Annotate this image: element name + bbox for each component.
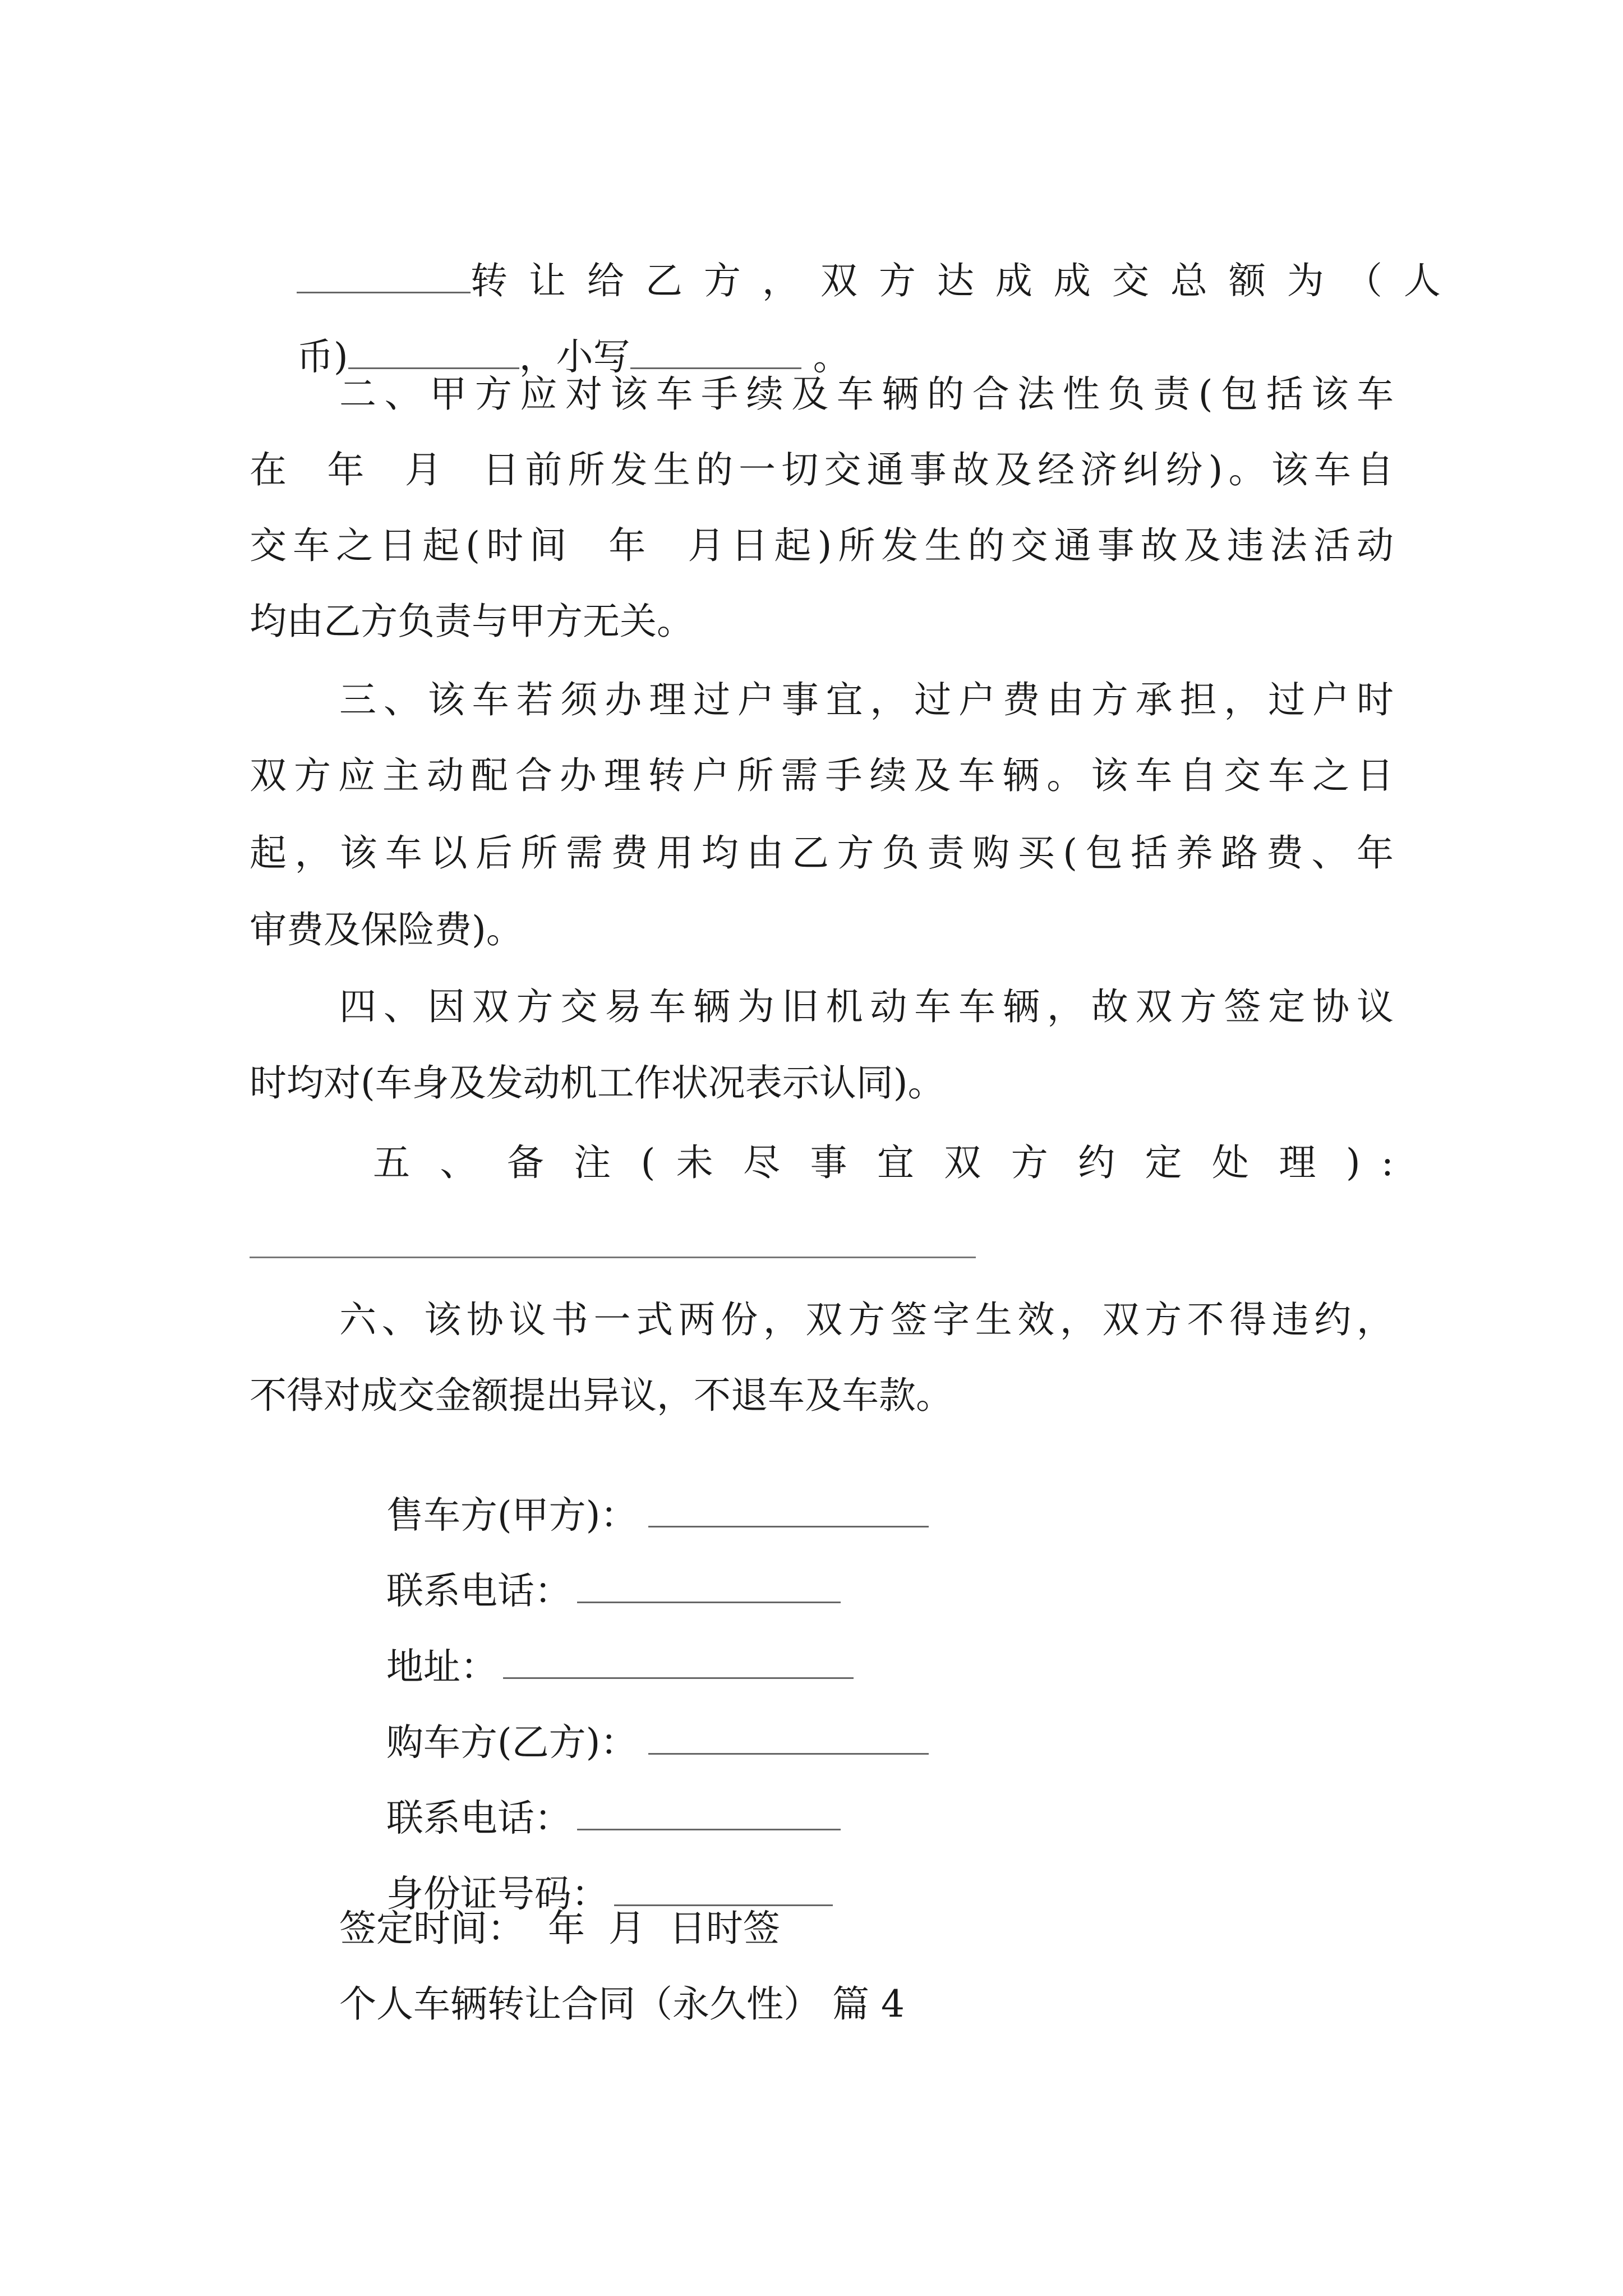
paragraph-6-line-1: 六、该协议书一式两份，双方签字生效，双方不得违约， (339, 1298, 1394, 1341)
paragraph-1-text-2c: 。 (801, 335, 850, 379)
blank-amount-lowercase (630, 334, 801, 369)
paragraph-3-line-1: 三、该车若须办理过户事宜，过户费由方承担，过户时 (339, 678, 1394, 721)
buyer-label: 购车方(乙方)： (386, 1720, 638, 1764)
paragraph-3-line-2: 双方应主动配合办理转户所需手续及车辆。该车自交车之日 (250, 754, 1394, 797)
seller-phone-label: 联系电话： (386, 1569, 571, 1613)
paragraph-6-line-2: 不得对成交金额提出异议，不退车及车款。 (250, 1374, 953, 1417)
id-number-blank (614, 1871, 833, 1906)
paragraph-3-line-3: 起，该车以后所需费用均由乙方负责购买(包括养路费、年 (250, 831, 1394, 875)
next-section-title: 个人车辆转让合同（永久性） 篇 4 (339, 1982, 905, 2026)
blank-vehicle-field (297, 259, 471, 293)
paragraph-5-line-1: 五 、 备 注 ( 未 尽 事 宜 双 方 约 定 处 理 ) : (373, 1141, 1394, 1184)
paragraph-4-line-2: 时均对(车身及发动机工作状况表示认同)。 (250, 1061, 945, 1105)
address-blank (503, 1644, 854, 1679)
paragraph-2-line-3: 交车之日起(时间 年 月日起)所发生的交通事故及违法活动 (250, 524, 1394, 567)
paragraph-1-text-1: 转 让 给 乙 方 ， 双 方 达 成 成 交 总 额 为 （ 人 (470, 259, 1441, 303)
id-number-label: 身份证号码： (386, 1872, 608, 1916)
buyer-phone-label: 联系电话： (386, 1796, 571, 1840)
paragraph-2-line-4: 均由乙方负责与甲方无关。 (250, 600, 694, 643)
paragraph-2-line-2: 在 年 月 日前所发生的一切交通事故及经济纠纷)。该车自 (250, 448, 1394, 491)
paragraph-1-text-2b: ，小写 (519, 335, 630, 379)
paragraph-1-text-2a: 币) (296, 335, 348, 379)
seller-blank (648, 1493, 929, 1527)
buyer-phone-blank (577, 1796, 841, 1830)
seller-phone-blank (577, 1568, 841, 1603)
remarks-blank-line (250, 1257, 976, 1258)
paragraph-2-line-1: 二、甲方应对该车手续及车辆的合法性负责(包括该车 (339, 372, 1394, 416)
blank-amount-rmb (348, 334, 519, 369)
signed-time-row: 签定时间： 年 月 日时签 (339, 1907, 780, 1950)
paragraph-3-line-4: 审费及保险费)。 (250, 908, 523, 951)
buyer-blank (648, 1720, 929, 1755)
seller-label: 售车方(甲方)： (386, 1493, 638, 1537)
address-label: 地址： (386, 1645, 497, 1688)
paragraph-4-line-1: 四、因双方交易车辆为旧机动车车辆，故双方签定协议 (339, 985, 1394, 1028)
